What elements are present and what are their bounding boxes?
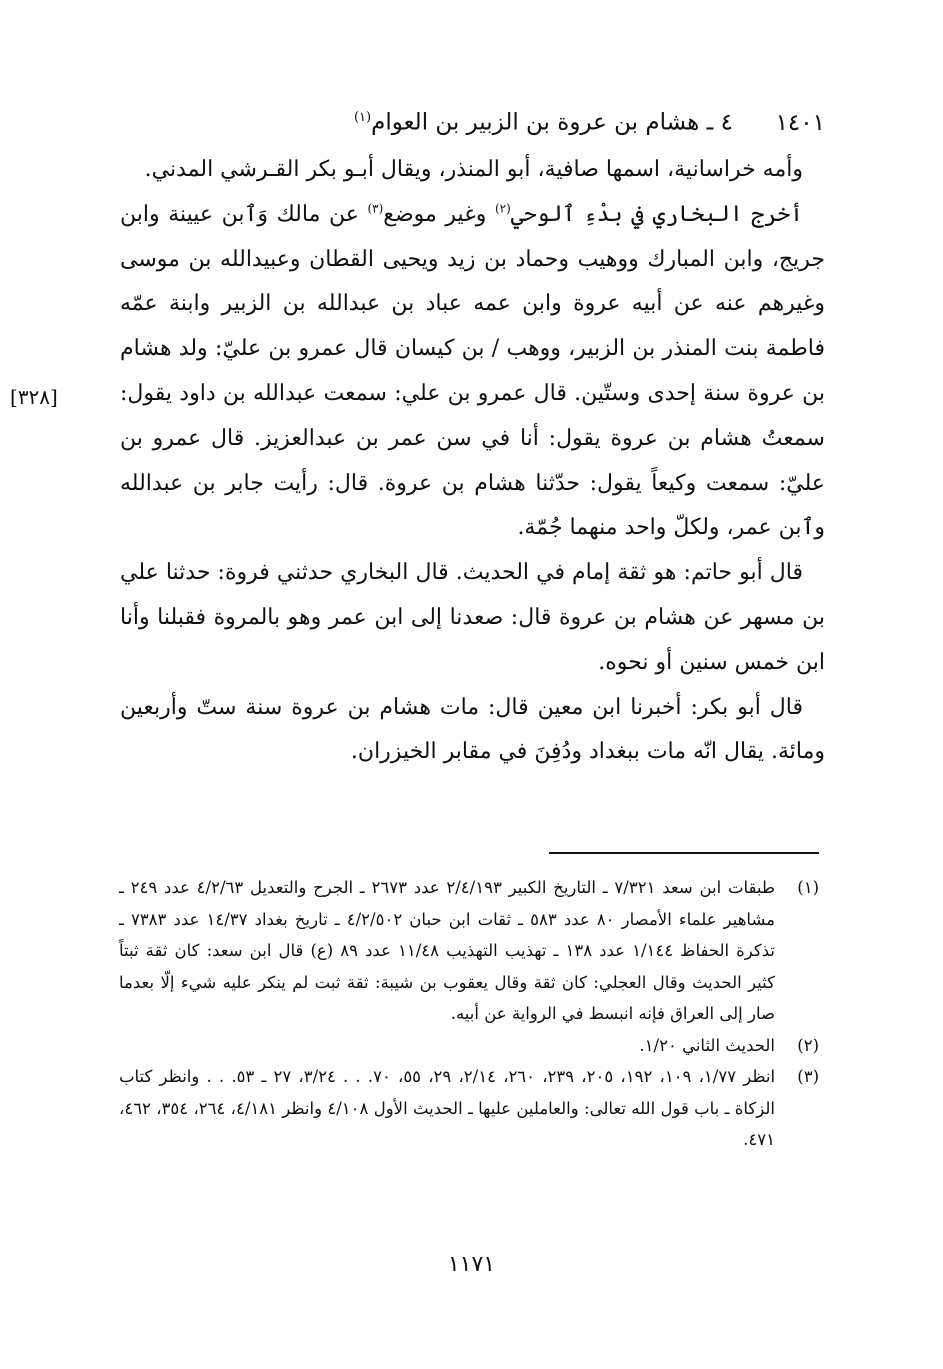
manuscript-folio-marker: [٣٢٨]	[10, 385, 58, 409]
footnote-number: (١)	[797, 878, 819, 897]
footnote-divider	[549, 852, 819, 854]
paragraph-text: وغير موضع	[383, 201, 487, 227]
footnote-text: انظر ١/٧٧، ١٠٩، ١٩٢، ٢٠٥، ٢٣٩، ٢٦٠، ٢/١٤، ٢٩، ٥٥، ٧٠. . . ٣/٢٤، ٢٧ ـ ٥٣. . . وانظر كتاب الزكاة ـ باب قول الله تعالى: والعاملين عليها ـ الحديث الأول ٤/١٠٨ وانظر ٤/١٨١، ٢٦٤، ٣٥٤، ٤٦٢، ٤٧١.	[119, 1067, 776, 1149]
footnote	[119, 1030, 819, 1062]
paragraph	[120, 551, 825, 685]
entry-number: ١٤٠١	[775, 109, 825, 136]
paragraph-text: قال أبو حاتم: هو ثقة إمام في الحديث. قال البخاري حدثني فروة: حدثنا علي بن مسهر عن هشام بن عروة قال: صعدنا إلى ابن عمر وهو بالمروة فقبلنا وأنا ابن خمس سنين أو نحوه.	[120, 560, 825, 675]
footnotes	[119, 872, 819, 1156]
page-number: ١١٧١	[447, 1252, 496, 1277]
footnote-number: (٢)	[797, 1035, 819, 1055]
entry-title: ٤ ـ هشام بن عروة بن الزبير بن العوام	[371, 109, 733, 136]
paragraph-text: قال أبو بكر: أخبرنا ابن معين قال: مات هشام بن عروة سنة ستّ وأربعين ومائة. يقال انّه مات ببغداد ودُفِنَ في مقابر الخيزران.	[120, 694, 825, 765]
footnote-ref-2: (٢)	[494, 201, 511, 216]
paragraph-text: أخرج البخاري في بدْءِ ٱلوحي	[510, 201, 803, 227]
paragraph	[120, 193, 825, 551]
main-text	[120, 148, 825, 775]
footnote-ref-1: (١)	[353, 110, 372, 125]
paragraph-text: عن مالك وَٱبن عيينة وابن جريج، وابن المبارك ووهيب وحماد بن زيد ويحيى القطان وعبيدالله بن موسى وغيرهم عنه عن أبيه عروة وابن عمه عباد بن عبدالله بن الزبير وابنة عمّه فاطمة بنت المنذر بن الزبير، ووهب / بن كيسان قال عمرو بن عليّ: ولد هشام بن عروة سنة إحدى وستّين. قال عمرو بن علي: سمعت عبدالله بن داود يقول: سمعتُ هشام بن عروة يقول: أنا في سن عمر بن عبدالعزيز. قال عمرو بن عليّ: سمعت وكيعاً يقول: حدّثنا هشام بن عروة. قال: رأيت جابر بن عبدالله وٱبن عمر، ولكلّ واحد منهما جُمّة.	[120, 201, 826, 541]
footnote-text: طبقات ابن سعد ٧/٣٢١ ـ التاريخ الكبير ٢/٤/١٩٣ عدد ٢٦٧٣ ـ الجرح والتعديل ٤/٢/٦٣ عدد ٢٤٩ ـ مشاهير علماء الأمصار ٨٠ عدد ٥٨٣ ـ ثقات ابن حبان ٤/٢/٥٠٢ ـ تاريخ بغداد ١٤/٣٧ عدد ٧٣٨٣ ـ تذكرة الحفاظ ١/١٤٤ عدد ١٣٨ ـ تهذيب التهذيب ١١/٤٨ عدد ٨٩ (ع) قال ابن سعد: كان ثقة ثبتاً كثير الحديث وقال العجلي: كان ثقة وقال يعقوب بن شيبة: ثقة ثبت لم ينكر عليه شيء إلّا بعدما صار إلى العراق فإنه انبسط في الرواية عن أبيه.	[119, 878, 776, 1023]
paragraph	[120, 686, 825, 776]
footnote	[119, 1061, 819, 1156]
footnote-number: (٣)	[797, 1067, 819, 1086]
footnote-text: الحديث الثاني ١/٢٠.	[639, 1035, 775, 1055]
footnote	[119, 872, 819, 1030]
footnote-ref-3: (٣)	[367, 201, 384, 216]
paragraph-text: وأمه خراسانية، اسمها صافية، أبو المنذر، ويقال أبـو بكر القـرشي المدني.	[144, 157, 803, 182]
entry-heading	[120, 98, 825, 138]
paragraph	[120, 148, 825, 193]
